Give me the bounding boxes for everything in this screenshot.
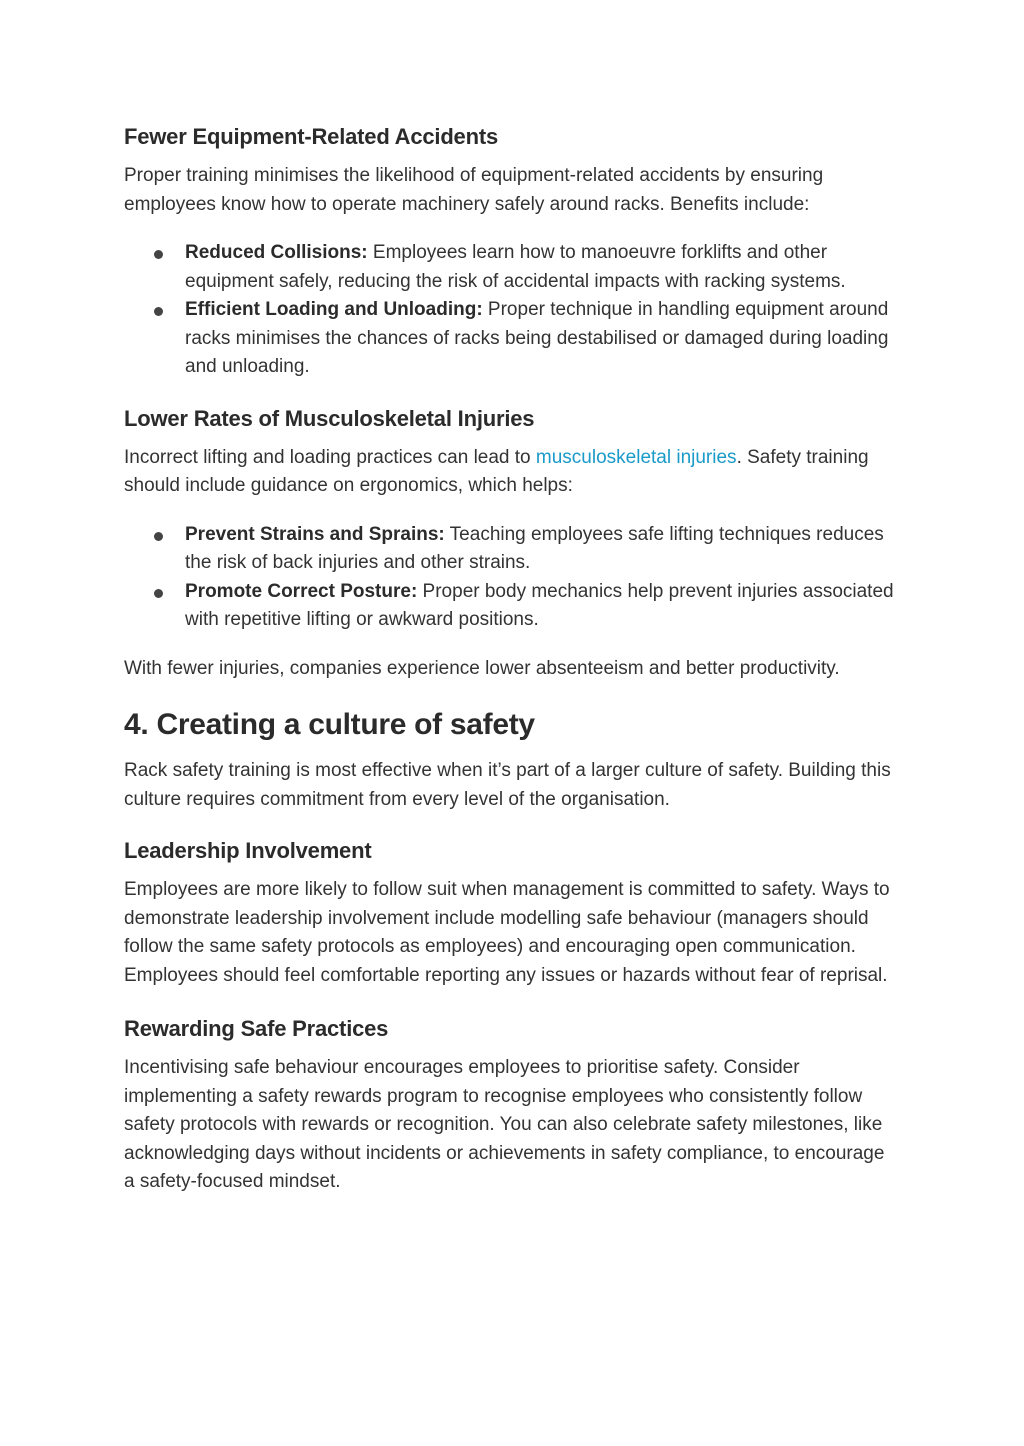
list-item-text: Employees learn how to manoeuvre forklifts and other equipment safely, reducing the risk of accidental impacts with racking systems.	[185, 242, 846, 292]
bullet-icon	[154, 250, 163, 259]
list-item-text: Proper technique in handling equipment around racks minimises the chances of racks being destabilised or damaged during loading and unloading.	[185, 299, 889, 377]
list-item-lead: Prevent Strains and Sprains:	[185, 523, 445, 545]
list-item-text: Proper body mechanics help prevent injuries associated with repetitive lifting or awkward positions.	[185, 580, 894, 630]
list-item	[124, 521, 894, 578]
list-item	[124, 239, 894, 296]
paragraph-text: Incorrect lifting and loading practices can lead to	[124, 446, 536, 468]
bullet-icon	[154, 307, 163, 316]
list-item	[124, 578, 894, 635]
list-item-lead: Efficient Loading and Unloading:	[185, 299, 483, 320]
document-page	[124, 122, 894, 1197]
section-heading-equipment-accidents: Fewer Equipment-Related Accidents	[124, 124, 498, 149]
bullet-list-equipment	[124, 239, 894, 382]
paragraph-rewarding: Incentivising safe behaviour encourages employees to prioritise safety. Consider implementing a safety rewards program to recognise employees who consistently follow safety protocols with rewards or recognition. You can also celebrate safety milestones, like acknowledging days without incidents or achievements in safety compliance, to encourage a safety-focused mindset.	[124, 1057, 885, 1192]
list-item	[124, 296, 894, 382]
section-heading-leadership: Leadership Involvement	[124, 838, 372, 863]
paragraph-leadership: Employees are more likely to follow suit when management is committed to safety. Ways to demonstrate leadership involvement include modelling safe behaviour (managers should follow the same safety protocols as employees) and encouraging open communication. Employees should feel comfortable reporting any issues or hazards without fear of reprisal.	[124, 879, 890, 986]
paragraph-msk-intro	[124, 444, 894, 501]
list-item-text: Teaching employees safe lifting techniques reduces the risk of back injuries and other strains.	[185, 523, 884, 573]
bullet-icon	[154, 589, 163, 598]
paragraph-culture-intro: Rack safety training is most effective when it’s part of a larger culture of safety. Building this culture requires commitment from every level of the organisation.	[124, 760, 891, 810]
paragraph-msk-closing: With fewer injuries, companies experience lower absenteeism and better productivity.	[124, 657, 840, 679]
paragraph-text: . Safety training should include guidance on ergonomics, which helps:	[124, 446, 869, 496]
section-heading-culture-of-safety: 4. Creating a culture of safety	[124, 708, 535, 741]
musculoskeletal-injuries-link[interactable]: musculoskeletal injuries	[535, 446, 737, 468]
list-item-lead: Reduced Collisions:	[185, 242, 368, 263]
list-item-lead: Promote Correct Posture:	[185, 580, 418, 602]
bullet-icon	[154, 532, 163, 541]
paragraph-equipment-intro: Proper training minimises the likelihood of equipment-related accidents by ensuring employees know how to operate machinery safely around racks. Benefits include:	[124, 165, 824, 215]
section-heading-rewarding: Rewarding Safe Practices	[124, 1016, 389, 1041]
bullet-list-msk	[124, 521, 894, 635]
section-heading-musculoskeletal: Lower Rates of Musculoskeletal Injuries	[124, 405, 535, 431]
